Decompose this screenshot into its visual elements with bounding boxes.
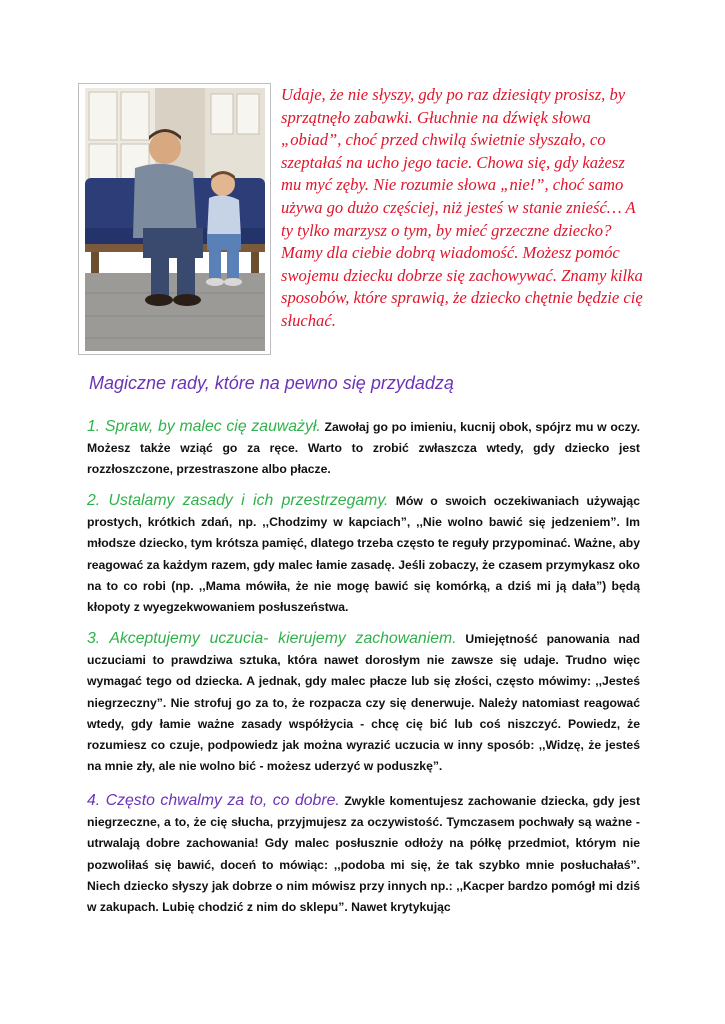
tip-3-body: Umiejętność panowania nad uczuciami to prawdziwa sztuka, która nawet dorosłym nie zawsze się udaje. Trudno więc wymagać tego od dziecka. A jednak, gdy malec płacze lub się złości, często mówimy: ,,Jesteś niegrzeczny”. Nie strofuj go za to, że rozpacza czy się denerwuje. Należy natomiast reagować wtedy, gdy łamie ważne zasady współżycia - chcę cię bić lub coś niszczyć. Powiedz, że rozumiesz co czuje, podpowiedz jak można wyrazić uczucia w inny sposób: ,,Widzę, że jesteś na mnie zły, ale nie wolno bić - możesz uderzyć w poduszkę”.: [87, 632, 641, 774]
section-heading: Magiczne rady, które na pewno się przydadzą: [89, 373, 454, 393]
tip-1-body: Zawołaj go po imieniu, kucnij obok, spójrz mu w oczy. Możesz także wziąć go za ręce. Warto to zrobić zwłaszcza wtedy, gdy dziecko jest rozzłoszczone, przestraszone albo płacze.: [87, 420, 640, 477]
tip-1-title: 1. Spraw, by malec cię zauważył.: [87, 418, 321, 435]
tip-4-title: 4. Często chwalmy za to, co dobre.: [87, 792, 340, 809]
tip-4-body: Zwykle komentujesz zachowanie dziecka, gdy jest niegrzeczne, a to, że cię słucha, przyjmujesz za oczywistość. Tymczasem pochwały są ważne - utrwalają dobre zachowania! Gdy malec posłusznie odłoży na półkę przedmiot, którym nie pozwoliłaś się bawić, doceń to mówiąc: ,,podoba mi się, że tak szybko mnie posłuchałaś”. Niech dziecko słyszy jak dobrze o nim mówisz przy innych np.: ,,Kacper bardzo pomógł mi dziś w zakupach. Lubię chodzić z nim do sklepu”. Nawet krytykując: [87, 794, 640, 915]
intro-paragraph: Udaje, że nie słyszy, gdy po raz dziesiąty prosisz, by sprzątnęło zabawki. Głuchnie na dźwięk słowa „obiad”, choć przed chwilą świetnie słyszało, co szeptałaś na ucho jego tacie. Chowa się, gdy każesz mu myć zęby. Nie rozumie słowa „nie!”, choć samo używa go dużo częściej, niż jesteś w stanie znieść… A ty tylko marzysz o tym, by mieć grzeczne dziecko? Mamy dla ciebie dobrą wiadomość. Możesz pomóc swojemu dziecku dobrze się zachowywać. Znamy kilka sposobów, które sprawią, że dziecko chętnie będzie cię słuchać.: [281, 85, 643, 330]
tip-3-title: 3. Akceptujemy uczucia- kierujemy zachowaniem.: [87, 630, 457, 647]
tip-4: [87, 790, 640, 918]
tip-2-body: Mów o swoich oczekiwaniach używając prostych, krótkich zdań, np. ,,Chodzimy w kapciach”, ,,Nie wolno bawić się jedzeniem”. Im młodsze dziecko, tym krótsza pamięć, dlatego trzeba często te reguły przypominać. Ważne, aby reagować za każdym razem, gdy malec łamie zasadę. Jeśli zobaczy, że czasem przymykasz oko na to co robi (np. ,,Mama mówiła, że nie mogę bawić się komórką, a dziś mi ją dała”) będą kłopoty z wyegzekwowaniem posłuszeństwa.: [87, 494, 640, 615]
father-son-photo: [78, 83, 271, 355]
tip-1: [87, 416, 640, 481]
tip-2-title: 2. Ustalamy zasady i ich przestrzegamy.: [87, 492, 389, 509]
photo-illustration: [85, 88, 265, 351]
tip-3: [87, 628, 640, 777]
tip-2: [87, 490, 640, 618]
